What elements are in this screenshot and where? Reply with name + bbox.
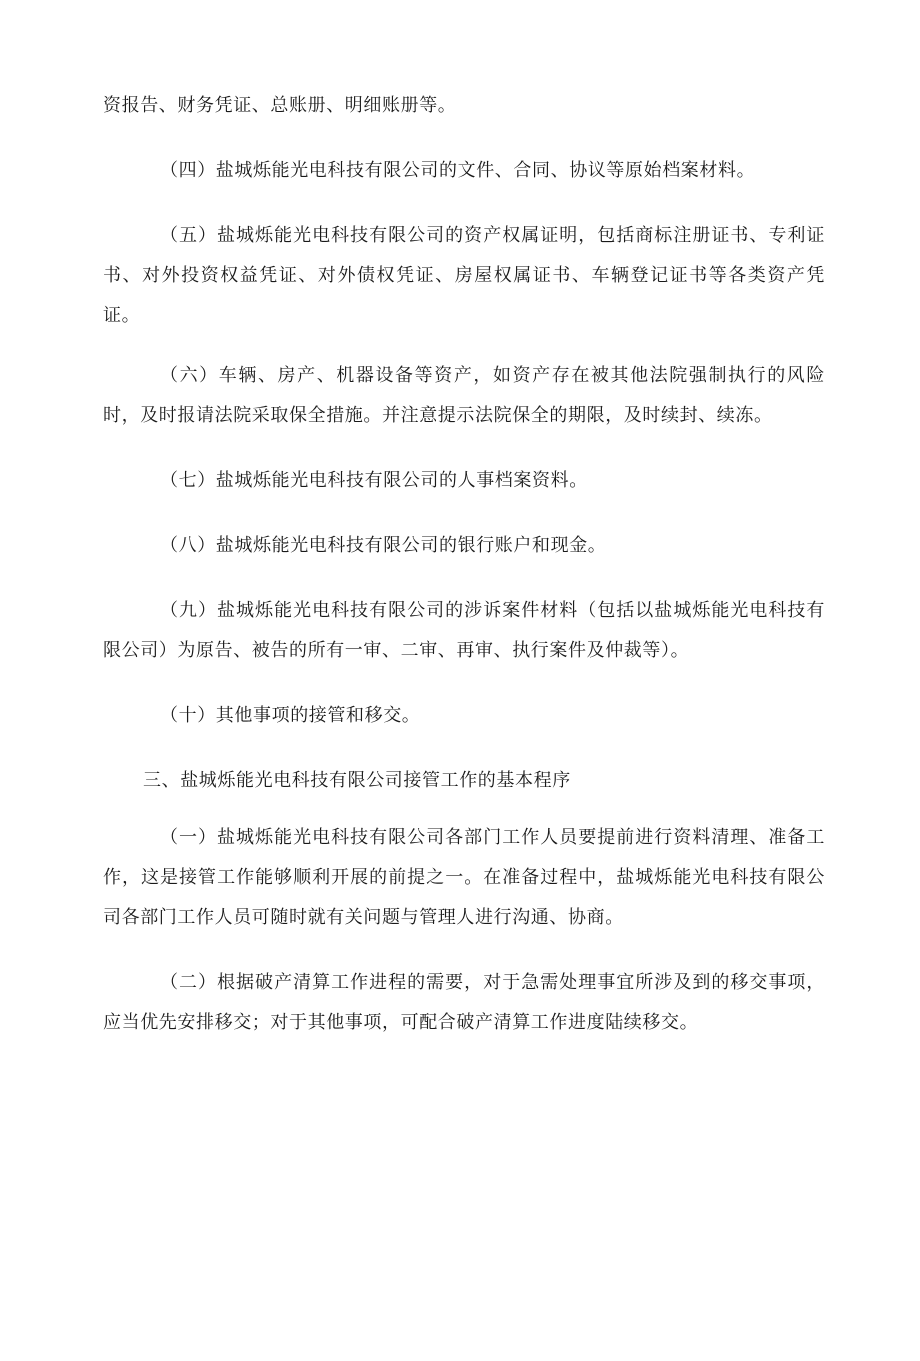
paragraph-item-6: （六）车辆、房产、机器设备等资产，如资产存在被其他法院强制执行的风险时，及时报请法院采取保全措施。并注意提示法院保全的期限，及时续封、续冻。 — [103, 365, 825, 426]
paragraph-item-10: （十）其他事项的接管和移交。 — [160, 705, 421, 726]
paragraph-item-7: （七）盐城烁能光电科技有限公司的人事档案资料。 — [160, 470, 588, 491]
paragraph-procedure-2: （二）根据破产清算工作进程的需要，对于急需处理事宜所涉及到的移交事项，应当优先安排移交；对于其他事项，可配合破产清算工作进度陆续移交。 — [103, 972, 825, 1033]
paragraph-procedure-1: （一）盐城烁能光电科技有限公司各部门工作人员要提前进行资料清理、准备工作，这是接管工作能够顺利开展的前提之一。在准备过程中，盐城烁能光电科技有限公司各部门工作人员可随时就有关问题与管理人进行沟通、协商。 — [103, 827, 825, 928]
paragraph-item-8: （八）盐城烁能光电科技有限公司的银行账户和现金。 — [160, 535, 607, 556]
paragraph-continuation: 资报告、财务凭证、总账册、明细账册等。 — [103, 95, 457, 116]
paragraph-item-9: （九）盐城烁能光电科技有限公司的涉诉案件材料（包括以盐城烁能光电科技有限公司）为原告、被告的所有一审、二审、再审、执行案件及仲裁等）。 — [103, 600, 825, 661]
paragraph-item-5: （五）盐城烁能光电科技有限公司的资产权属证明，包括商标注册证书、专利证书、对外投资权益凭证、对外债权凭证、房屋权属证书、车辆登记证书等各类资产凭证。 — [103, 225, 825, 326]
paragraph-item-4: （四）盐城烁能光电科技有限公司的文件、合同、协议等原始档案材料。 — [160, 160, 756, 181]
section-heading-3: 三、盐城烁能光电科技有限公司接管工作的基本程序 — [143, 770, 571, 791]
